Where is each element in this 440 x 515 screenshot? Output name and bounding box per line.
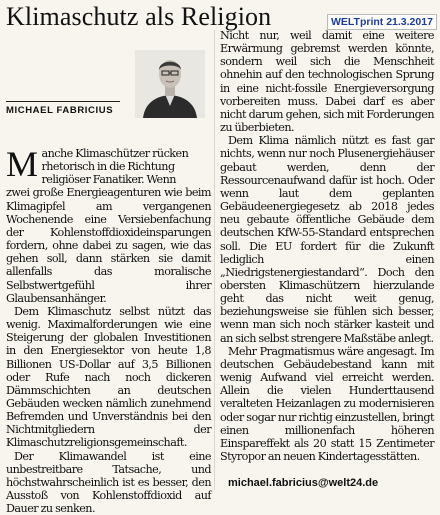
column-divider bbox=[214, 30, 215, 490]
article-body-right bbox=[220, 29, 434, 463]
author-divider bbox=[6, 101, 120, 102]
intro-line: rhetorisch in die Richtung bbox=[41, 160, 175, 174]
drop-cap: M bbox=[6, 144, 38, 184]
author-email: michael.fabricius@welt24.de bbox=[228, 477, 379, 489]
portrait-icon bbox=[135, 50, 205, 118]
intro-line: religiöser Fanatiker. Wenn bbox=[41, 173, 176, 187]
body-paragraph: Der Klimawandel ist eine unbestreitbare Tatsache, und höchstwahrscheinlich ist es besser, den Ausstoß von Kohlenstoffdioxid auf Dauer zu senken. bbox=[6, 449, 211, 515]
body-paragraph: Dem Klima nämlich nützt es fast gar nichts, wenn nur noch Plusenergiehäuser gebaut werden, denn der Ressourcenaufwand dafür ist hoch. Oder wenn laut dem geplanten Gebäudeenergiegesetz ab 2018 jedes neu gebaute öffentliche Gebäude dem deutschen KfW-55-Standard entsprechen soll. Die EU fordert für die Zukunft lediglich einen „Niedrigstenergiestandard“. Doch den obersten Klimaschützern hierzulande geht das nicht weit genug, beziehungsweise sie fühlen sich besser, wenn man sich noch stärker kasteit und an sich selbst strengere Maßstäbe anlegt. bbox=[220, 134, 434, 345]
body-paragraph: Nicht nur, weil damit eine weitere Erwärmung gebremst werden könnte, sondern weil sich die Menschheit ohnehin auf den technologischen Sprung in eine nicht-fossile Energieversorgung vorbereiten muss. Dabei darf es aber nicht darum gehen, sich mit Forderungen zu überbieten. bbox=[220, 29, 434, 135]
body-paragraph: zwei große Energieagenturen wie beim Klimagipfel am vergangenen Wochenende eine Versiebenfachung der Kohlenstoffdioxideinsparungen fordern, ohne dabei zu sagen, wie das gehen soll, dann stärken sie damit allenfalls das moralische Selbstwertgefühl ihrer Glaubensanhänger. bbox=[6, 186, 211, 305]
intro-line: anche Klimaschützer rücken bbox=[41, 147, 189, 160]
author-portrait bbox=[135, 50, 205, 118]
article-body-left bbox=[6, 144, 211, 515]
body-paragraph: Dem Klimaschutz selbst nützt das wenig. Maximalforderungen wie eine Steigerung der globalen Investitionen in den Energiesektor von heute 1,8 Billionen US-Dollar auf 3,5 Billionen oder Rufe nach noch dickeren Dämmschichten an deutschen Gebäuden wecken nämlich zunehmend Befremden und Unverständnis bei den Nichtmitgliedern der Klimaschutzreligionsgemeinschaft. bbox=[6, 304, 211, 450]
article-title: Klimaschutz als Religion bbox=[6, 2, 272, 31]
source-badge: WELTprint 21.3.2017 bbox=[327, 14, 437, 30]
body-paragraph: Mehr Pragmatismus wäre angesagt. Im deutschen Gebäudebestand kann mit wenig Aufwand viel erreicht werden. Allein die vielen Hunderttausend veralteten Heizanlagen zu modernisieren oder sogar nur richtig einzustellen, bringt einen millionenfach höheren Einspareffekt als 20 statt 15 Zentimeter Styropor an neuen Kindertagesstätten. bbox=[220, 344, 434, 463]
author-name: MICHAEL FABRICIUS bbox=[6, 105, 114, 116]
